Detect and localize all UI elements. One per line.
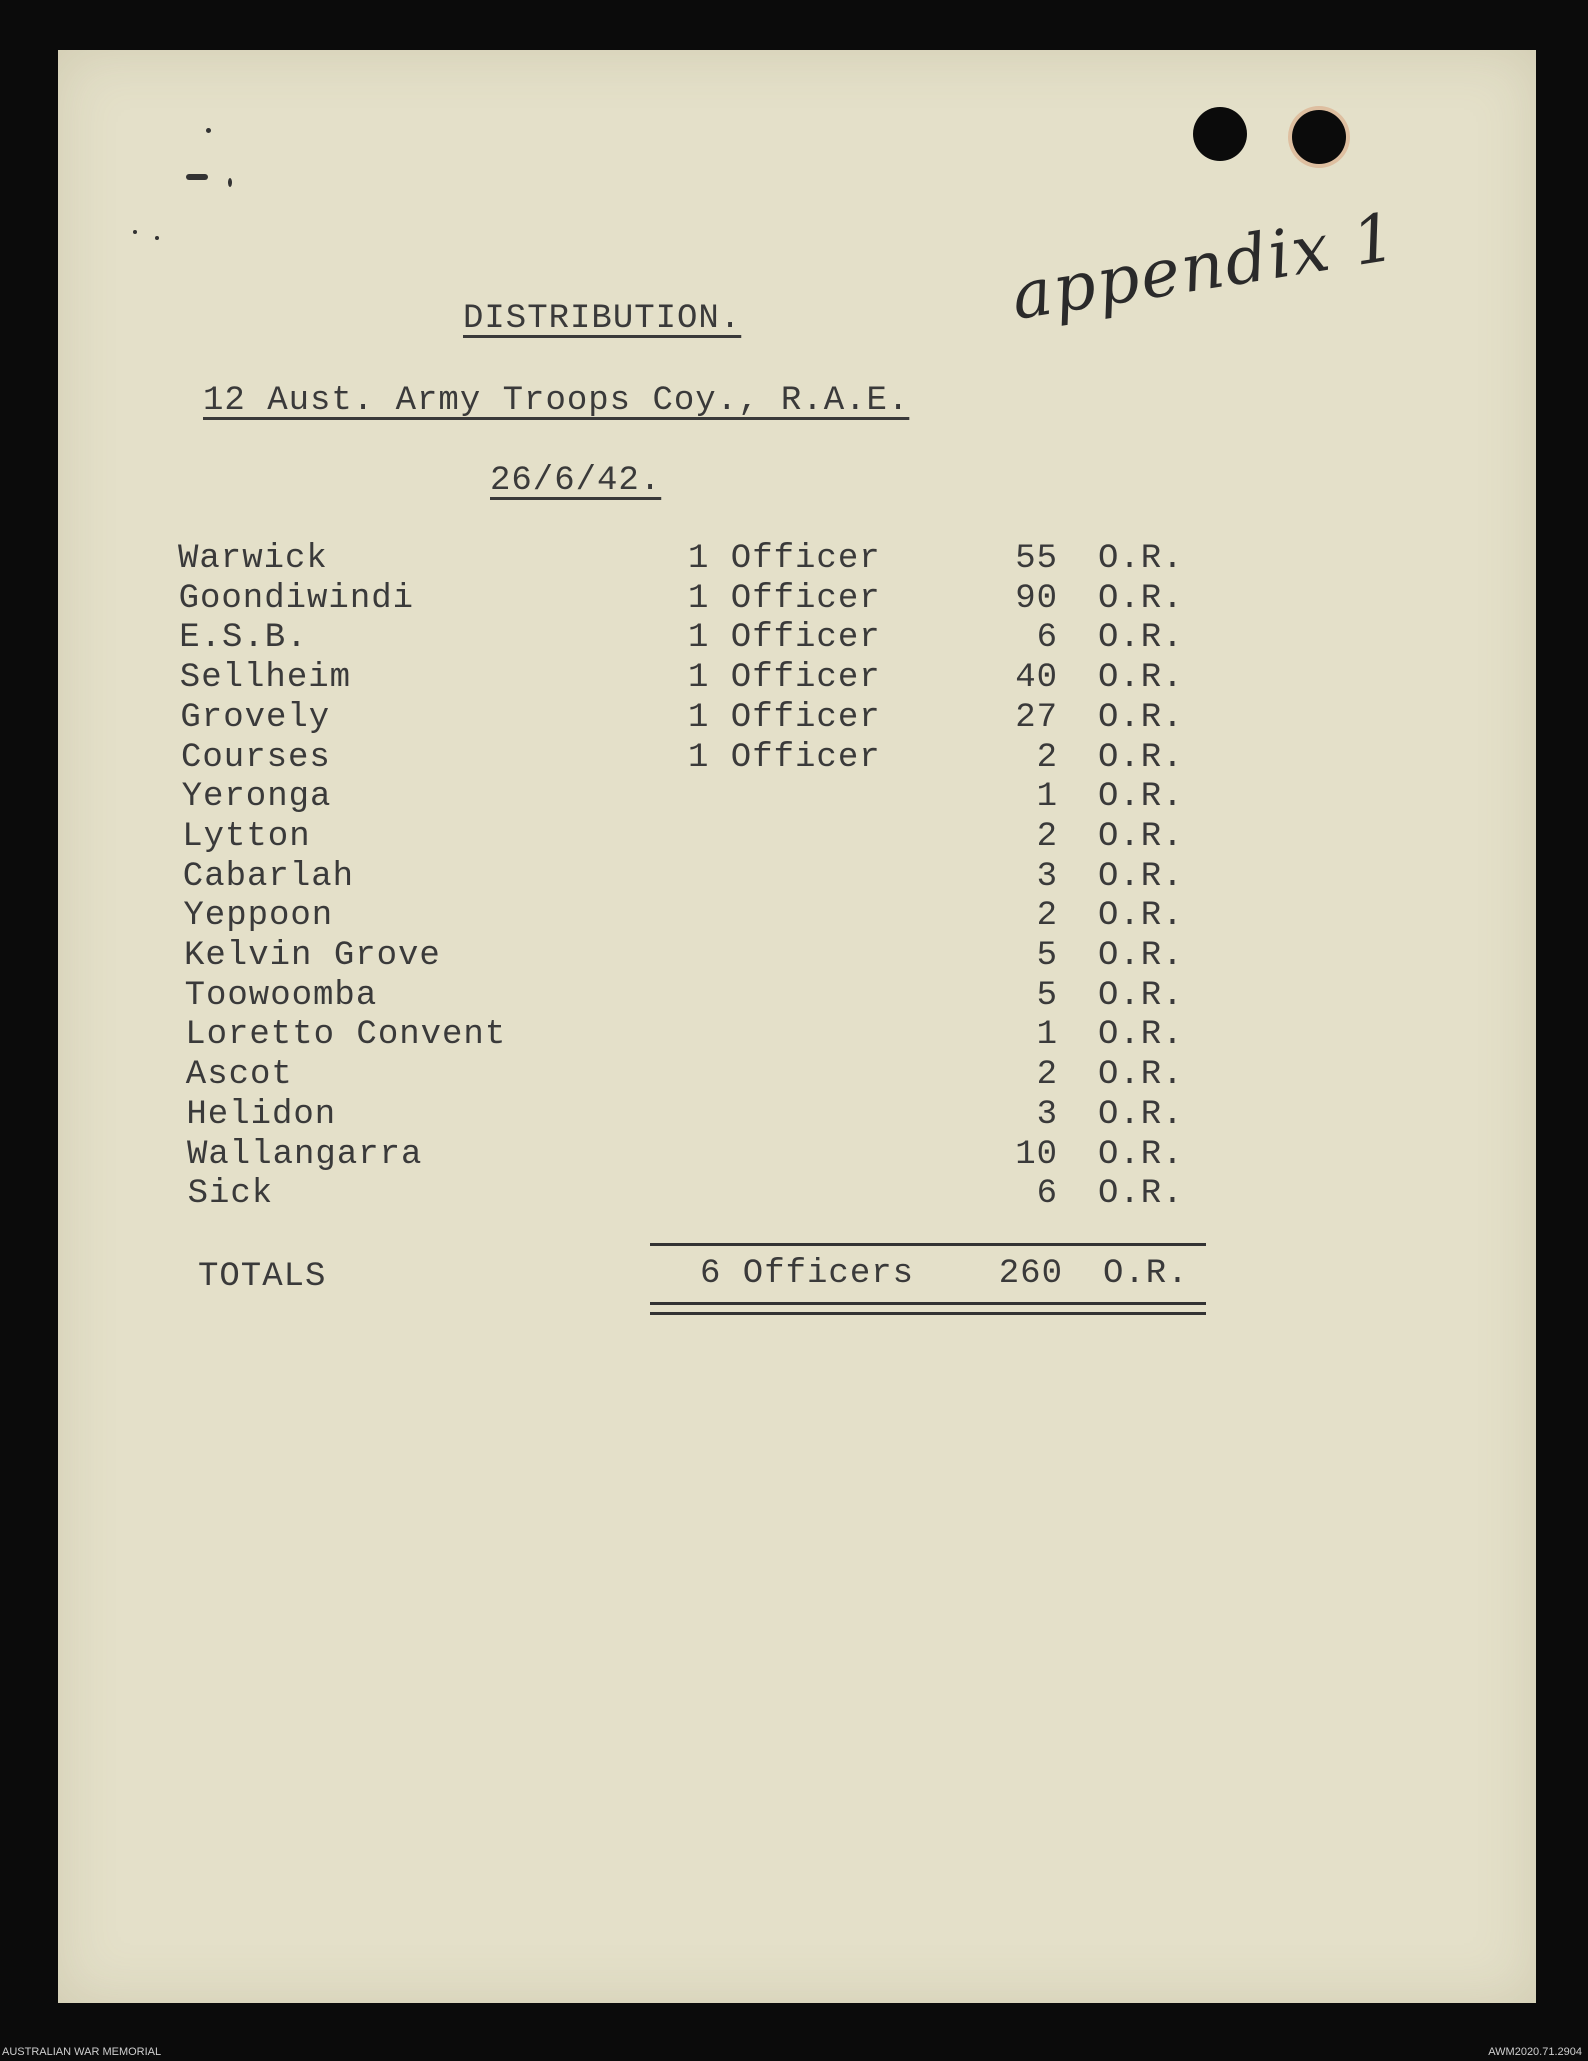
- row-officers: 1 Officer: [688, 659, 881, 697]
- ink-speck: [155, 236, 159, 240]
- row-or-label: O.R.: [1098, 699, 1184, 737]
- ink-speck: [186, 174, 208, 180]
- totals-or-count: 260: [998, 1255, 1063, 1293]
- row-officers: 1 Officer: [688, 699, 881, 737]
- row-or-count: 2: [1036, 1056, 1058, 1094]
- row-or-count: 2: [1036, 897, 1058, 935]
- row-or-count: 3: [1036, 858, 1058, 896]
- totals-officers: 6 Officers: [700, 1255, 915, 1293]
- row-or-label: O.R.: [1098, 739, 1184, 777]
- row-place: Kelvin Grove: [184, 937, 441, 975]
- row-or-label: O.R.: [1098, 659, 1184, 697]
- row-or-label: O.R.: [1098, 818, 1184, 856]
- punch-hole: [1193, 107, 1247, 161]
- document-sheet: [58, 50, 1536, 2003]
- row-or-count: 10: [1015, 1136, 1058, 1174]
- totals-rule-double-2: [650, 1312, 1206, 1315]
- row-place: Cabarlah: [182, 858, 355, 896]
- totals-label: TOTALS: [198, 1258, 327, 1296]
- row-or-label: O.R.: [1098, 937, 1184, 975]
- footer-accession-number: AWM2020.71.2904: [1488, 2046, 1582, 2058]
- footer-archive-name: AUSTRALIAN WAR MEMORIAL: [2, 2046, 162, 2058]
- row-or-count: 1: [1036, 778, 1058, 816]
- row-place: Toowoomba: [184, 977, 378, 1015]
- row-or-count: 5: [1036, 977, 1058, 1015]
- row-or-count: 6: [1036, 619, 1058, 657]
- row-or-count: 40: [1015, 659, 1058, 697]
- unit-name: 12 Aust. Army Troops Coy., R.A.E.: [203, 382, 910, 420]
- row-officers: 1 Officer: [688, 540, 881, 578]
- punch-hole: [1292, 110, 1346, 164]
- handwritten-note: appendix 1: [1006, 198, 1403, 335]
- document-title: DISTRIBUTION.: [463, 300, 742, 338]
- row-or-count: 1: [1036, 1016, 1058, 1054]
- row-place: Loretto Convent: [185, 1016, 507, 1054]
- row-place: Wallangarra: [187, 1136, 423, 1174]
- row-officers: 1 Officer: [688, 739, 881, 777]
- row-or-label: O.R.: [1098, 1016, 1184, 1054]
- row-place: Sellheim: [179, 659, 352, 697]
- row-or-count: 3: [1036, 1096, 1058, 1134]
- row-place: Yeronga: [181, 778, 332, 816]
- row-officers: 1 Officer: [688, 619, 881, 657]
- row-officers: 1 Officer: [688, 580, 881, 618]
- row-or-label: O.R.: [1098, 977, 1184, 1015]
- row-place: E.S.B.: [179, 619, 308, 657]
- row-or-count: 27: [1015, 699, 1058, 737]
- row-or-count: 2: [1036, 739, 1058, 777]
- row-or-count: 5: [1036, 937, 1058, 975]
- row-place: Sick: [187, 1175, 274, 1213]
- totals-rule-top: [650, 1243, 1206, 1246]
- row-or-label: O.R.: [1098, 1136, 1184, 1174]
- row-or-label: O.R.: [1098, 1056, 1184, 1094]
- row-or-label: O.R.: [1098, 1175, 1184, 1213]
- row-or-count: 6: [1036, 1175, 1058, 1213]
- row-place: Ascot: [185, 1056, 293, 1094]
- row-or-label: O.R.: [1098, 778, 1184, 816]
- row-place: Goondiwindi: [178, 580, 415, 618]
- ink-speck: [206, 128, 211, 133]
- row-or-count: 90: [1015, 580, 1058, 618]
- row-or-label: O.R.: [1098, 897, 1184, 935]
- row-or-label: O.R.: [1098, 540, 1184, 578]
- ink-speck: [133, 230, 137, 234]
- row-place: Warwick: [178, 540, 328, 578]
- totals-or-label: O.R.: [1103, 1255, 1189, 1293]
- row-or-label: O.R.: [1098, 619, 1184, 657]
- row-place: Yeppoon: [183, 897, 334, 935]
- row-or-label: O.R.: [1098, 580, 1184, 618]
- totals-rule-double-1: [650, 1302, 1206, 1305]
- document-date: 26/6/42.: [490, 462, 662, 500]
- row-or-count: 55: [1015, 540, 1058, 578]
- row-or-count: 2: [1036, 818, 1058, 856]
- row-or-label: O.R.: [1098, 1096, 1184, 1134]
- row-place: Grovely: [180, 699, 331, 737]
- row-or-label: O.R.: [1098, 858, 1184, 896]
- row-place: Helidon: [186, 1096, 337, 1134]
- row-place: Courses: [181, 739, 331, 777]
- ink-speck: [228, 178, 232, 187]
- row-place: Lytton: [182, 818, 311, 856]
